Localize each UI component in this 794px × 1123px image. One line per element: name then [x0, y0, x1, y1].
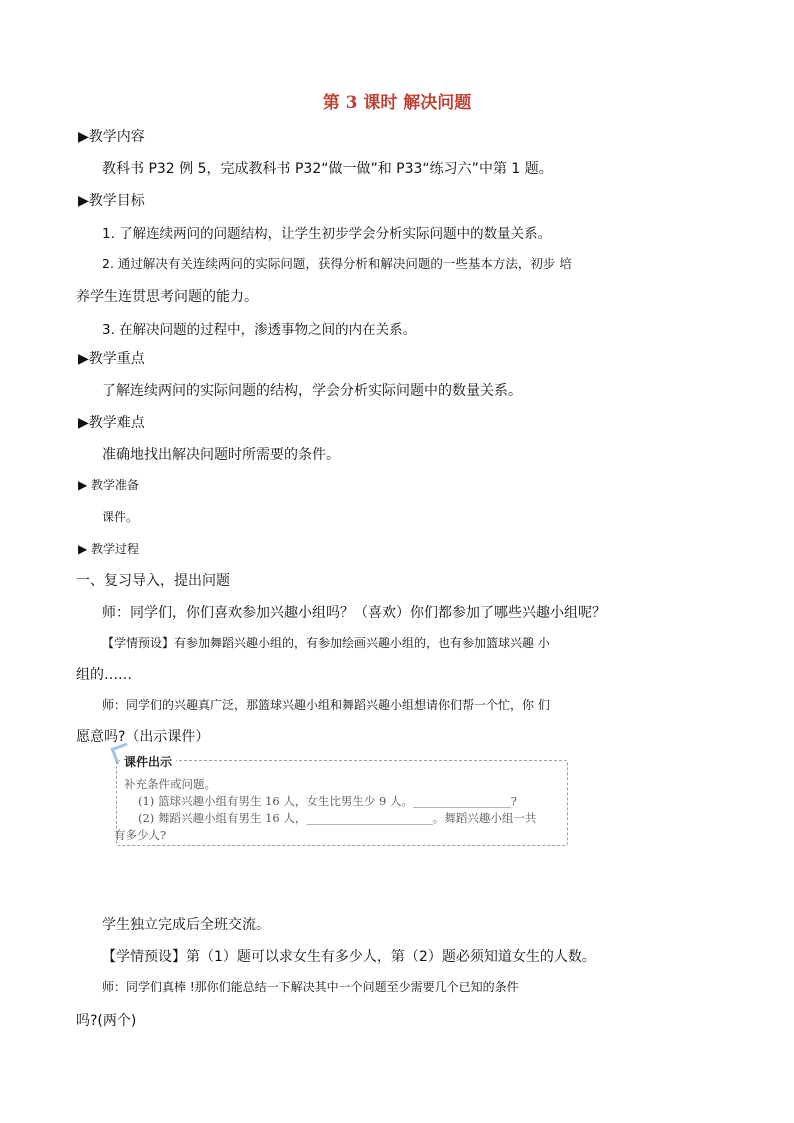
courseware-tag: 课件出示: [120, 753, 176, 770]
paragraph-teacher-3-line2: 吗?(两个): [76, 1013, 137, 1029]
paragraph-teacher-3-line1: 师：同学们真棒 !那你们能总结一下解决其中一个问题至少需要几个已知的条件: [102, 980, 519, 994]
goal-2-line2: 养学生连贯思考问题的能力。: [76, 289, 258, 305]
part-1-heading: 一、复习导入，提出问题: [76, 573, 230, 589]
page-title: 第 3 课时 解决问题: [322, 93, 472, 113]
courseware-line-2: (1) 篮球兴趣小组有男生 16 人，女生比男生少 9 人。_________________?: [138, 794, 517, 808]
goal-3: 3. 在解决问题的过程中，渗透事物之间的内在关系。: [102, 322, 417, 338]
goal-1: 1. 了解连续两问的问题结构，让学生初步学会分析实际问题中的数量关系。: [102, 226, 552, 242]
paragraph-preset-1-line1: 【学情预设】有参加舞蹈兴趣小组的，有参加绘画兴趣小组的，也有参加篮球兴趣 小: [102, 636, 550, 650]
paragraph-preset-2: 【学情预设】第（1）题可以求女生有多少人，第（2）题必须知道女生的人数。: [102, 949, 596, 965]
paragraph-students-exchange: 学生独立完成后全班交流。: [102, 917, 270, 933]
difficulties-text: 准确地找出解决问题时所需要的条件。: [102, 447, 340, 463]
courseware-line-1: 补充条件或问题。: [124, 777, 216, 791]
courseware-line-4: 有多少人?: [114, 828, 167, 842]
content-text: 教科书 P32 例 5，完成教科书 P32“做一做”和 P33“练习六”中第 1 题。: [102, 161, 553, 177]
section-heading-goals: ▶教学目标: [78, 193, 145, 209]
paragraph-teacher-2-line1: 师：同学们的兴趣真广泛，那篮球兴趣小组和舞蹈兴趣小组想请你们帮一个忙，你 们: [102, 698, 550, 712]
section-heading-content: ▶教学内容: [78, 129, 145, 145]
goal-2-line1: 2. 通过解决有关连续两问的实际问题，获得分析和解决问题的一些基本方法，初步 培: [102, 256, 572, 271]
key-points-text: 了解连续两问的实际问题的结构，学会分析实际问题中的数量关系。: [102, 383, 522, 399]
preparation-text: 课件。: [102, 510, 139, 524]
paragraph-preset-1-line2: 组的……: [76, 667, 132, 683]
courseware-line-3: (2) 舞蹈兴趣小组有男生 16 人，______________________。舞蹈兴趣小组一共: [138, 811, 537, 825]
paragraph-teacher-question: 师：同学们，你们喜欢参加兴趣小组吗？（喜欢）你们都参加了哪些兴趣小组呢？: [102, 605, 606, 621]
section-heading-process: ▶ 教学过程: [78, 542, 140, 556]
section-heading-difficulties: ▶教学难点: [78, 415, 145, 431]
paragraph-teacher-2-line2: 愿意吗?（出示课件）: [76, 729, 210, 745]
section-heading-key-points: ▶教学重点: [78, 351, 145, 367]
section-heading-preparation: ▶ 教学准备: [78, 478, 140, 492]
